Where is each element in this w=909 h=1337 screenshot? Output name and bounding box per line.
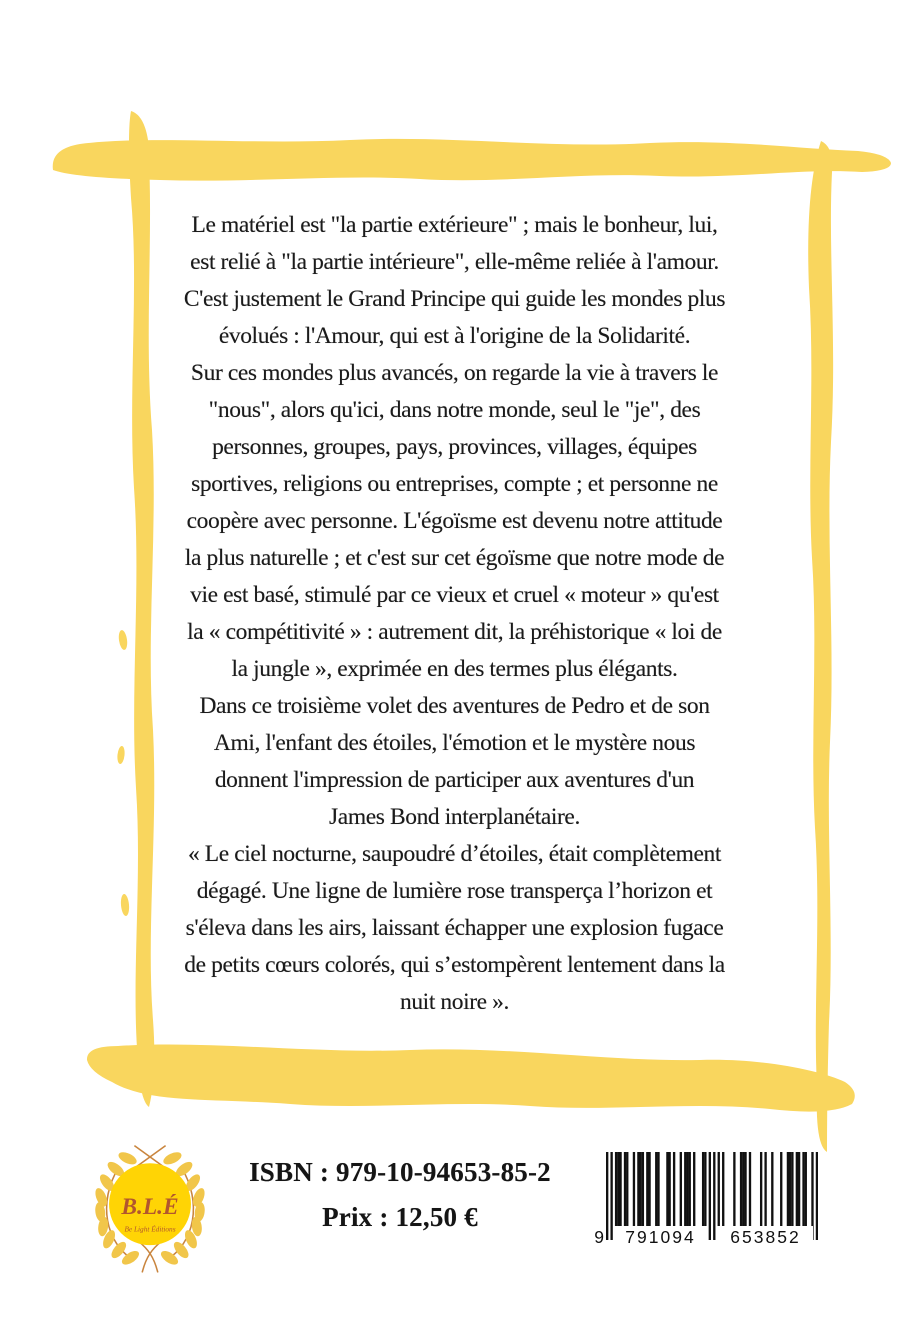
blurb-line: Dans ce troisième volet des aventures de Pedro et de son xyxy=(199,693,710,719)
blurb-line: est relié à "la partie intérieure", elle-même reliée à l'amour. xyxy=(190,249,719,275)
blurb-text xyxy=(0,207,909,1021)
isbn-price-block xyxy=(225,1150,575,1240)
blurb-line: nuit noire ». xyxy=(399,989,510,1015)
blurb-line: sportives, religions ou entreprises, compte ; et personne ne xyxy=(191,471,718,497)
blurb-line: "nous", alors qu'ici, dans notre monde, seul le "je", des xyxy=(208,397,701,423)
blurb-line: évolués : l'Amour, qui est à l'origine de la Solidarité. xyxy=(218,323,691,349)
blurb-line: la « compétitivité » : autrement dit, la préhistorique « loi de xyxy=(187,619,722,645)
blurb-line: « Le ciel nocturne, saupoudré d’étoiles, était complètement xyxy=(187,841,721,867)
blurb-line: donnent l'impression de participer aux aventures d'un xyxy=(214,767,695,793)
barcode-digit-group1: 791094 xyxy=(613,1226,708,1248)
blurb-line: vie est basé, stimulé par ce vieux et cruel « moteur » qu'est xyxy=(190,582,719,608)
blurb-line: James Bond interplanétaire. xyxy=(329,804,580,830)
logo-initials: B.L.É xyxy=(121,1193,179,1220)
blurb-line: la plus naturelle ; et c'est sur cet égoïsme que notre mode de xyxy=(184,545,725,571)
isbn-text: ISBN : 979-10-94653-85-2 xyxy=(249,1157,551,1187)
blurb-line: Ami, l'enfant des étoiles, l'émotion et le mystère nous xyxy=(213,730,696,756)
blurb-line: s'éleva dans les airs, laissant échapper une explosion fugace xyxy=(185,915,724,941)
blurb-line: dégagé. Une ligne de lumière rose transperça l’horizon et xyxy=(196,878,713,904)
blurb-line: de petits cœurs colorés, qui s’estompèrent lentement dans la xyxy=(184,952,725,978)
barcode xyxy=(590,1150,820,1262)
barcode-digit-lead: 9 xyxy=(590,1226,604,1248)
publisher-logo xyxy=(72,1140,228,1280)
blurb-line: coopère avec personne. L'égoïsme est devenu notre attitude xyxy=(186,508,723,534)
price-text: Prix : 12,50 € xyxy=(322,1202,478,1232)
barcode-digit-group2: 653852 xyxy=(718,1226,813,1248)
blurb-line: personnes, groupes, pays, provinces, villages, équipes xyxy=(212,434,697,460)
blurb-line: Le matériel est "la partie extérieure" ; mais le bonheur, lui, xyxy=(191,212,718,238)
blurb-line: Sur ces mondes plus avancés, on regarde la vie à travers le xyxy=(190,360,719,386)
frame-top-stroke xyxy=(53,139,891,181)
blurb-line: la jungle », exprimée en des termes plus élégants. xyxy=(231,656,678,682)
logo-subtitle: Be Light Éditions xyxy=(124,1224,176,1234)
frame-bottom-stroke xyxy=(87,1044,855,1111)
blurb-line: C'est justement le Grand Principe qui guide les mondes plus xyxy=(183,286,726,312)
